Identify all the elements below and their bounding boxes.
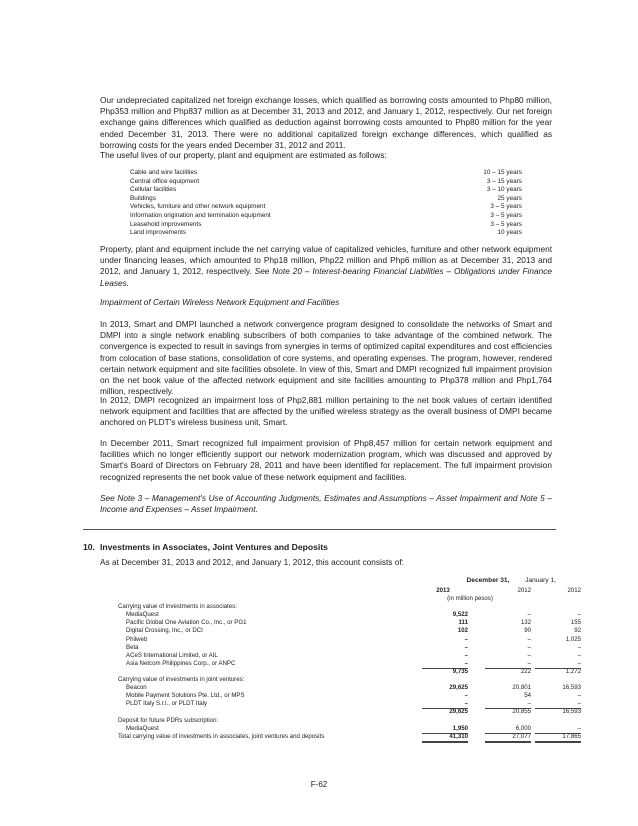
row-label: MediaQuest <box>126 724 159 732</box>
cell-2012: – <box>527 700 531 708</box>
paragraph-convergence: In 2013, Smart and DMPI launched a network convergence program designed to consolidate the networks of Smart and DMPI into a single network enabling subscribers of both companies to take advantage of the combined network. The convergence is expected to result in savings from synergies in terms of optimized capital expenditures and cost efficiencies from colocation of base stations, consolidation of core systems, and operating expenses. The program, however, rendered certain network equipment and site facilities obsolete. In view of this, Smart and DMPI recognized full impairment provision on the net book value of the affected network equipment and site facilities amounting to Php378 million and Php1,764 million, respectively. <box>100 319 552 397</box>
sum-rule <box>535 733 581 734</box>
row-label: Beta <box>126 643 139 651</box>
table-row <box>100 724 581 733</box>
sum-rule <box>535 708 581 709</box>
sum-rule <box>485 668 531 669</box>
useful-life-years: 25 years <box>497 194 522 202</box>
cell-jan-2012: 155 <box>570 619 581 627</box>
header-december: December 31, <box>466 577 510 584</box>
useful-life-item: Land improvements <box>130 229 187 237</box>
cell-2012: 54 <box>524 692 531 700</box>
table-row <box>100 611 581 619</box>
row-label: Carrying value of investments in associates: <box>118 603 237 611</box>
useful-life-item: Vehicles, furniture and other network equipment <box>130 203 266 211</box>
row-label: ACeS International Limited, or AIL <box>126 651 218 659</box>
useful-life-row <box>130 203 522 212</box>
sum-rule <box>422 668 468 669</box>
section-divider <box>83 529 556 530</box>
cell-2013: 111 <box>458 619 468 627</box>
header-january: January 1, <box>525 577 556 584</box>
cell-2013: 9,735 <box>452 667 468 675</box>
table-row <box>100 603 552 611</box>
section-number: 10. <box>83 542 95 552</box>
cell-jan-2012: – <box>577 724 581 732</box>
impairment-heading: Impairment of Certain Wireless Network Equipment and Facilities <box>100 297 340 307</box>
cell-2012: – <box>527 611 531 619</box>
useful-life-years: 10 – 15 years <box>483 169 522 176</box>
table-header-years <box>100 587 581 595</box>
sum-rule <box>422 708 468 709</box>
table-row <box>100 692 581 700</box>
section-title: Investments in Associates, Joint Ventures and Deposits <box>100 542 328 552</box>
cell-2012: – <box>527 643 531 651</box>
row-label: Mobile Payment Solutions Pte. Ltd., or MPS <box>126 692 245 700</box>
useful-life-item: Buildings <box>130 194 156 202</box>
double-rule <box>422 741 468 743</box>
cell-2013: 102 <box>457 627 468 635</box>
useful-life-item: Cellular facilities <box>130 186 177 194</box>
cell-2013: – <box>464 651 468 659</box>
paragraph-finance-leases <box>100 244 552 289</box>
table-row <box>100 643 581 652</box>
cell-2012: 27,077 <box>512 732 531 740</box>
cell-2012: – <box>527 635 531 643</box>
sum-rule <box>422 733 468 734</box>
cell-jan-2012: 1,272 <box>565 667 581 675</box>
table-row <box>100 676 552 684</box>
table-unit-row <box>100 595 552 603</box>
row-label: Asia Netcom Philippines Corp., or ANPC <box>126 659 236 667</box>
finance-leases-text: Property, plant and equipment include the net carrying value of capitalized vehicles, furniture and other network equipment under financing leases, which amounted to Php18 million, Php22 million and Php6 million as at December 31, 2013 and 2012, and January 1, 2012, respectively. <box>100 244 552 277</box>
table-row <box>100 619 581 627</box>
cell-jan-2012: 16,593 <box>562 708 581 716</box>
cell-2013: 41,310 <box>449 732 468 740</box>
cell-2012: 6,000 <box>515 724 531 732</box>
useful-life-item: Central office equipment <box>130 177 200 185</box>
useful-life-item: Leasehold improvements <box>130 220 202 228</box>
table-row <box>100 700 581 708</box>
cell-2012: – <box>527 651 531 659</box>
useful-life-row <box>130 221 522 230</box>
table-row <box>100 659 581 668</box>
cell-2012: 132 <box>520 619 531 627</box>
double-rule <box>535 741 581 743</box>
cell-jan-2012: – <box>577 611 581 619</box>
finance-leases-note-ref: See Note 20 – Interest-bearing Financial Liabilities – Obligations under Finance Leases. <box>100 266 552 288</box>
useful-life-item: Information origination and termination equipment <box>130 211 271 219</box>
table-row <box>100 627 581 635</box>
cell-2012: 90 <box>524 627 531 635</box>
cell-2013: 1,950 <box>452 724 468 732</box>
cell-2012: 20,801 <box>512 684 531 692</box>
cell-jan-2012: – <box>577 659 581 667</box>
cell-2012: 222 <box>520 667 531 675</box>
cell-jan-2012: 92 <box>574 627 581 635</box>
useful-life-row <box>130 169 522 178</box>
cell-jan-2012: 17,865 <box>562 732 581 740</box>
cell-2012: – <box>527 659 531 667</box>
row-label: Carrying value of investments in joint ventures: <box>118 676 245 684</box>
table-row <box>100 635 581 644</box>
table-total-row <box>100 732 581 741</box>
useful-life-item: Cable and wire facilities <box>130 169 198 176</box>
cell-jan-2012: – <box>577 692 581 700</box>
table-row <box>100 684 581 692</box>
cell-2013: 29,625 <box>449 684 468 692</box>
cell-jan-2012: 16,593 <box>562 684 581 692</box>
cell-2013: – <box>464 659 468 667</box>
sum-rule <box>535 668 581 669</box>
cell-2012: 20,855 <box>512 708 531 716</box>
double-rule <box>485 741 531 743</box>
row-label: Deposit for future PDRs subscription: <box>118 716 219 724</box>
paragraph-useful-lives-intro: The useful lives of our property, plant and equipment are estimated as follows: <box>100 150 387 160</box>
useful-life-row <box>130 229 522 238</box>
section-intro: As at December 31, 2013 and 2012, and January 1, 2012, this account consists of: <box>100 557 404 567</box>
header-2012: 2012 <box>517 587 531 594</box>
useful-lives-list <box>130 169 522 238</box>
investments-table <box>100 575 581 741</box>
row-label: PLDT Italy S.r.l., or PLDT Italy <box>126 700 208 708</box>
row-label: Philweb <box>126 635 148 643</box>
header-jan-2012: 2012 <box>567 587 581 594</box>
cell-jan-2012: 1,025 <box>565 635 581 643</box>
row-label: Beacon <box>126 684 147 692</box>
table-subtotal-row <box>100 708 581 716</box>
table-row <box>100 717 552 725</box>
useful-life-years: 3 – 5 years <box>490 220 522 228</box>
useful-life-row <box>130 178 522 187</box>
sum-rule <box>485 733 531 734</box>
paragraph-fx-losses: Our undepreciated capitalized net foreign exchange losses, which qualified as borrowing costs amounted to Php80 million, Php353 million and Php837 million as at December 31, 2013 and 2012, and January 1, 2012, respectively. Our net foreign exchange gains differences which qualified as deduction against borrowing costs amounted to Php80 million for the year ended December 31, 2013. There were no additional capitalized foreign exchange differences, which qualified as borrowing costs for the years ended December 31, 2012 and 2011. <box>100 95 552 150</box>
cell-jan-2012: – <box>577 643 581 651</box>
row-label: Digital Crossing, Inc., or DCI <box>126 627 203 635</box>
useful-life-row <box>130 212 522 221</box>
table-body <box>100 603 581 741</box>
table-header-group <box>100 575 556 587</box>
page-number: F-62 <box>310 780 328 789</box>
useful-life-years: 3 – 5 years <box>490 211 522 219</box>
paragraph-see-notes: See Note 3 – Management's Use of Accounting Judgments, Estimates and Assumptions – Asset Impairment and Note 5 – Income and Expenses – Asset Impairment. <box>100 493 552 515</box>
useful-life-years: 3 – 10 years <box>486 186 522 194</box>
paragraph-smart-2011: In December 2011, Smart recognized full impairment provision of Php8,457 million for certain network equipment and facilities which no longer efficiently support our network modernization program, which was discussed and approved by Smart's Board of Directors on February 28, 2011 and have been identified for replacement. The full impairment provision recognized represents the net book value of these network equipment and facilities. <box>100 438 552 482</box>
sum-rule <box>485 708 531 709</box>
paragraph-dmpi-2012: In 2012, DMPI recognized an impairment loss of Php2,881 million pertaining to the net book values of certain identified network equipment and facilities that are affected by the unified wireless strategy as the overall business of DMPI became anchored on PLDT's wireless business unit, Smart. <box>100 395 552 428</box>
table-row <box>100 651 581 660</box>
cell-2013: 29,625 <box>449 708 468 716</box>
row-label: MediaQuest <box>126 611 159 619</box>
useful-life-row <box>130 186 522 195</box>
cell-2013: 9,522 <box>452 611 468 619</box>
cell-2013: – <box>464 643 468 651</box>
useful-life-years: 3 – 15 years <box>486 177 522 185</box>
row-label: Total carrying value of investments in associates, joint ventures and deposits <box>118 732 325 740</box>
unit-label: (in million pesos) <box>447 595 493 603</box>
cell-jan-2012: – <box>577 651 581 659</box>
row-label: Pacific Global One Aviation Co., Inc., or PG1 <box>126 619 247 627</box>
cell-2013: – <box>464 692 468 700</box>
cell-2013: – <box>464 700 468 708</box>
cell-2013: – <box>464 635 468 643</box>
useful-life-years: 3 – 5 years <box>490 203 522 211</box>
useful-life-row <box>130 195 522 204</box>
section-heading <box>83 542 328 552</box>
table-subtotal-row <box>100 667 581 676</box>
header-2013: 2013 <box>436 587 450 594</box>
useful-life-years: 10 years <box>497 229 522 237</box>
cell-jan-2012: – <box>577 700 581 708</box>
